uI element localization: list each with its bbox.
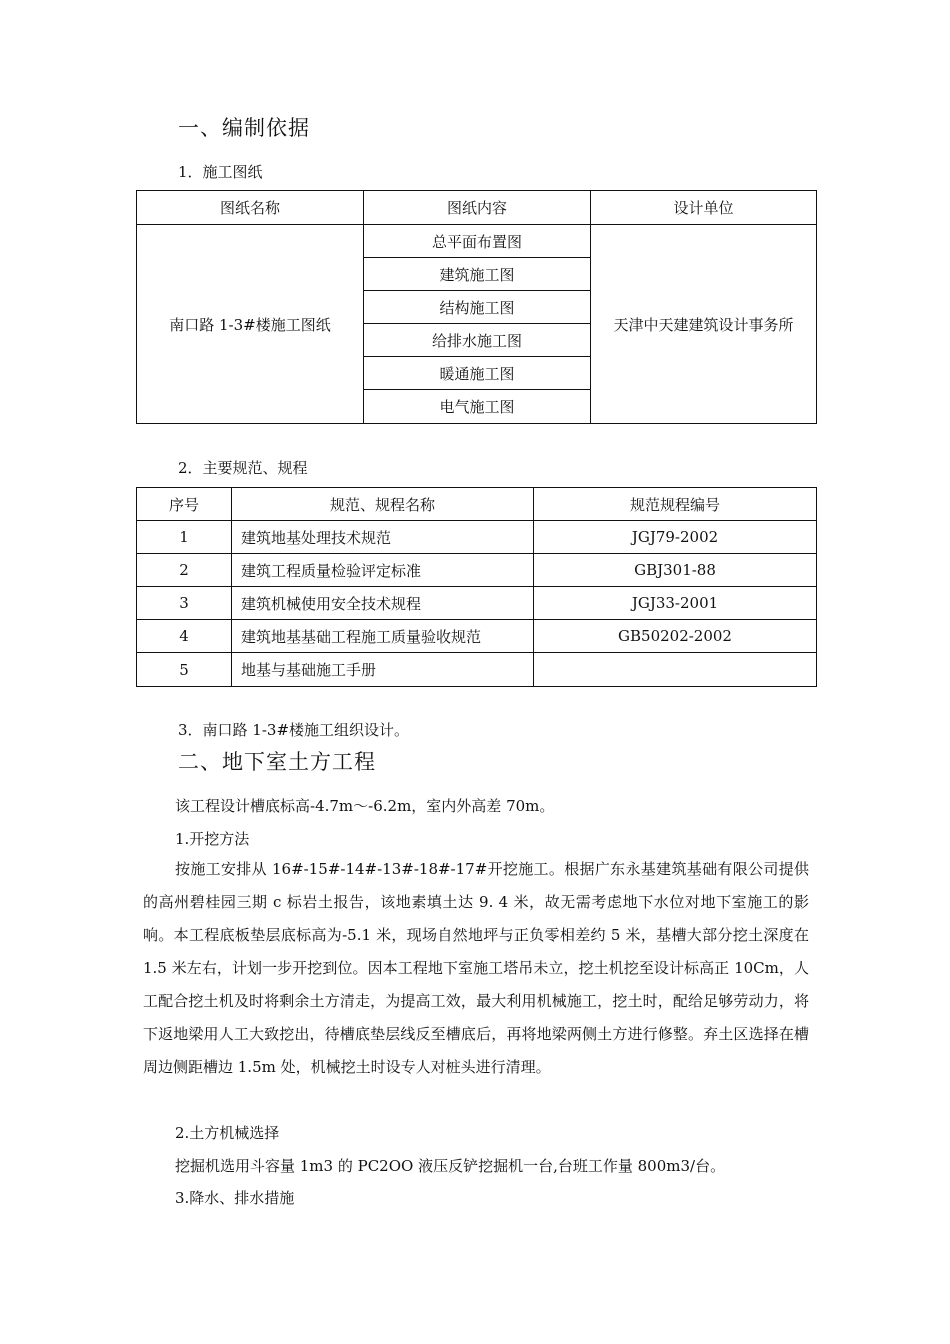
section-title-1: 一、编制依据	[178, 116, 310, 140]
row-number: 4	[137, 620, 232, 653]
standard-name: 地基与基础施工手册	[232, 653, 534, 687]
standard-code: JGJ79-2002	[534, 521, 817, 554]
table-header: 图纸内容	[364, 191, 591, 225]
subheading-machinery: 2.土方机械选择	[175, 1124, 280, 1142]
subheading-standards: 2．主要规范、规程	[178, 459, 308, 477]
drawing-content: 给排水施工图	[364, 324, 591, 357]
standard-name: 建筑地基处理技术规范	[232, 521, 534, 554]
standard-code	[534, 653, 817, 687]
drawing-content: 总平面布置图	[364, 225, 591, 258]
drawing-content: 建筑施工图	[364, 258, 591, 291]
excavation-paragraph: 按施工安排从 16#-15#-14#-13#-18#-17#开挖施工。根据广东永基建筑基础有限公司提供的高州碧桂园三期 c 标岩土报告，该地素填土达 9. 4 米，故无需考虑地下水位对地下室施工的影响。本工程底板垫层底标高为-5.1 米，现场自然地坪与正负零相差约 5 米，基槽大部分挖土深度在 1.5 米左右，计划一步开挖到位。因本工程地下室施工塔吊未立，挖土机挖至设计标高正 10Cm，人工配合挖土机及时将剩余土方清走，为提高工效，最大利用机械施工，挖土时，配给足够劳动力，将下返地梁用人工大致挖出，待槽底垫层线反至槽底后，再将地梁两侧土方进行修整。弃土区选择在槽周边侧距槽边 1.5m 处，机械挖土时设专人对桩头进行清理。	[143, 860, 809, 1076]
row-number: 3	[137, 587, 232, 620]
subheading-excavation: 1.开挖方法	[175, 830, 250, 848]
table-header: 序号	[137, 488, 232, 521]
standard-name: 建筑工程质量检验评定标准	[232, 554, 534, 587]
row-number: 1	[137, 521, 232, 554]
subheading-drawings: 1．施工图纸	[178, 163, 263, 181]
table-header: 图纸名称	[137, 191, 364, 225]
machinery-text: 挖掘机选用斗容量 1m3 的 PC2OO 液压反铲挖掘机一台,台班工作量 800m3/台。	[175, 1157, 726, 1175]
standard-code: JGJ33-2001	[534, 587, 817, 620]
drawing-content: 暖通施工图	[364, 357, 591, 390]
standard-code: GB50202-2002	[534, 620, 817, 653]
subheading-org-design: 3．南口路 1-3#楼施工组织设计。	[178, 721, 410, 739]
design-unit: 天津中天建建筑设计事务所	[591, 225, 817, 424]
drawing-content: 结构施工图	[364, 291, 591, 324]
standard-name: 建筑地基基础工程施工质量验收规范	[232, 620, 534, 653]
table-header: 设计单位	[591, 191, 817, 225]
drawing-set-name: 南口路 1-3#楼施工图纸	[137, 225, 364, 424]
standard-code: GBJ301-88	[534, 554, 817, 587]
drawing-content: 电气施工图	[364, 390, 591, 424]
row-number: 2	[137, 554, 232, 587]
table-header: 规范、规程名称	[232, 488, 534, 521]
row-number: 5	[137, 653, 232, 687]
standard-name: 建筑机械使用安全技术规程	[232, 587, 534, 620]
intro-text: 该工程设计槽底标高-4.7m～-6.2m，室内外高差 70m。	[175, 797, 555, 815]
section-title-2: 二、地下室土方工程	[178, 750, 376, 774]
table-header: 规范规程编号	[534, 488, 817, 521]
drawings-table	[136, 190, 817, 424]
subheading-dewatering: 3.降水、排水措施	[175, 1189, 295, 1207]
standards-table	[136, 487, 817, 687]
